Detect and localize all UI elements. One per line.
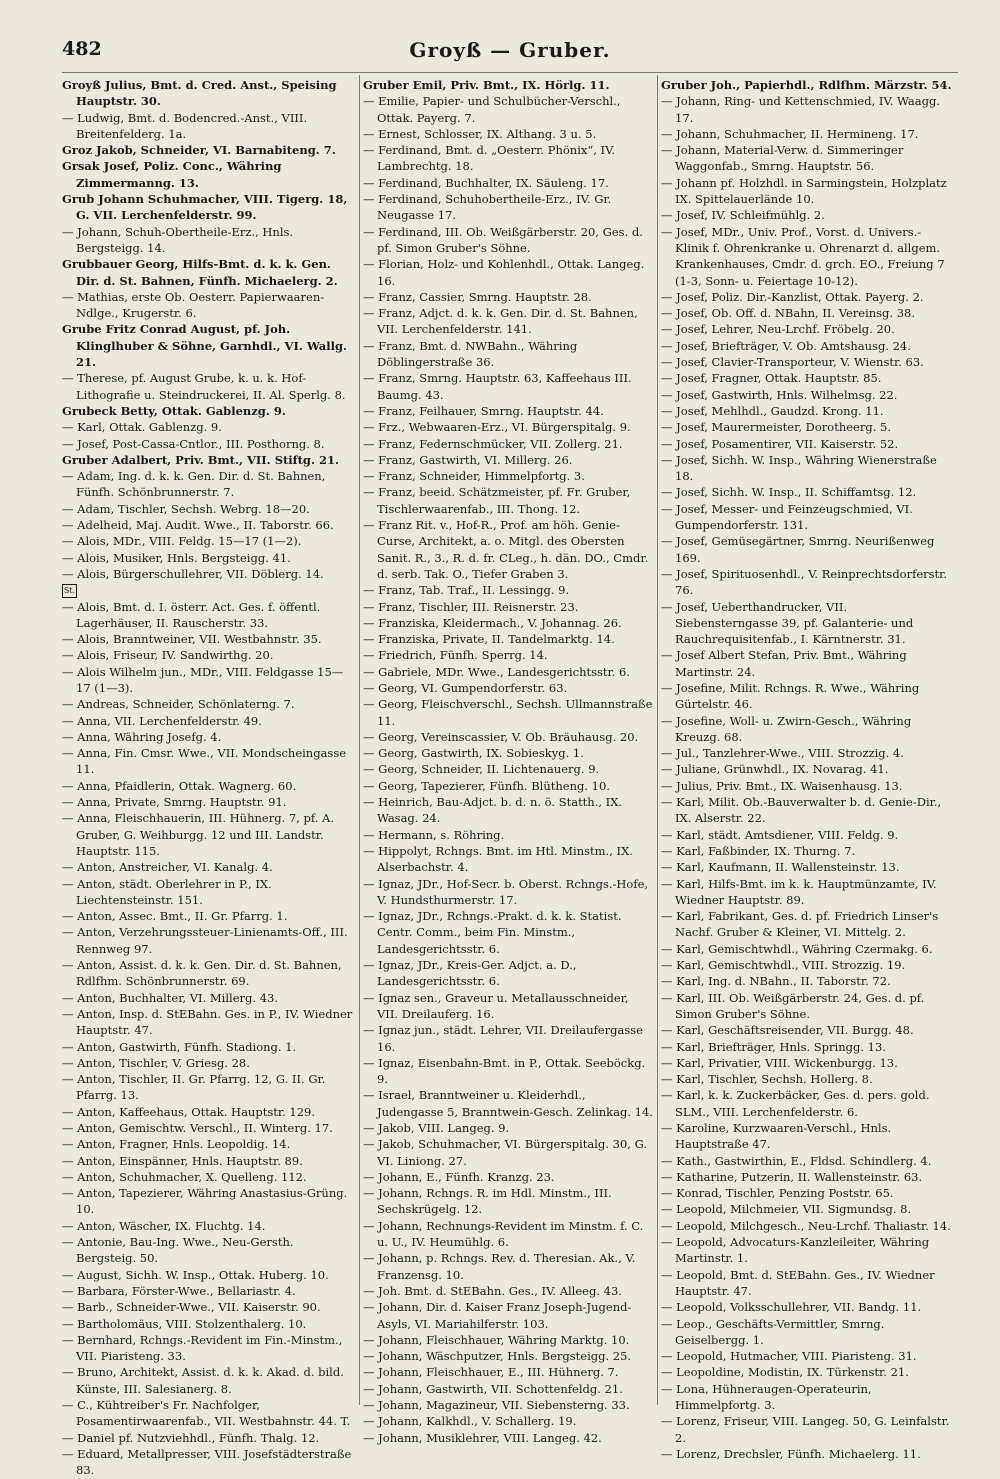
directory-entry — [62, 582, 355, 598]
directory-entry: — Karl, Briefträger, Hnls. Springg. 13. — [661, 1039, 886, 1054]
directory-entry: — Adelheid, Maj. Audit. Wwe., II. Taborstr. 66. — [62, 518, 334, 533]
directory-entry: — Ernest, Schlosser, IX. Althang. 3 u. 5. — [363, 126, 597, 141]
directory-entry: — Leopold, Volksschullehrer, VII. Bandg. 11. — [661, 1300, 922, 1315]
directory-entry: — Alois, Friseur, IV. Sandwirthg. 20. — [62, 648, 274, 663]
directory-entry: — Josef Albert Stefan, Priv. Bmt., Währing Martinstr. 24. — [661, 648, 907, 679]
directory-entry: — Leopold, Hutmacher, VIII. Piaristeng. 31. — [661, 1349, 917, 1364]
directory-entry: — Franz, Adjct. d. k. k. Gen. Dir. d. St. Bahnen, VII. Lerchenfelderstr. 141. — [363, 306, 638, 337]
directory-entry: — Karl, III. Ob. Weißgärberstr. 24, Ges. d. pf. Simon Gruber's Söhne. — [661, 990, 925, 1021]
directory-entry: — Karl, k. k. Zuckerbäcker, Ges. d. pers. gold. SLM., VIII. Lerchenfelderstr. 6. — [661, 1088, 930, 1119]
directory-entry: — Anton, Kaffeehaus, Ottak. Hauptstr. 129. — [62, 1104, 315, 1119]
directory-entry: — Karl, Geschäftsreisender, VII. Burgg. 48. — [661, 1023, 914, 1038]
directory-entry: — Julius, Priv. Bmt., IX. Waisenhausg. 13. — [661, 778, 903, 793]
directory-entry: — Karl, städt. Amtsdiener, VIII. Feldg. 9. — [661, 827, 899, 842]
directory-entry: — Juliane, Grünwhdl., IX. Novarag. 41. — [661, 762, 889, 777]
directory-entry: — Karl, Ing. d. NBahn., II. Taborstr. 72. — [661, 974, 891, 989]
directory-entry: — Georg, Tapezierer, Fünfh. Blütheng. 10. — [363, 778, 610, 793]
directory-entry: — Josef, Posamentirer, VII. Kaiserstr. 52. — [661, 436, 899, 451]
directory-entry: — Anton, Gastwirth, Fünfh. Stadiong. 1. — [62, 1039, 297, 1054]
directory-entry: — Johann, Kalkhdl., V. Schallerg. 19. — [363, 1414, 577, 1429]
directory-entry: — Josef, Maurermeister, Dorotheerg. 5. — [661, 420, 891, 435]
directory-entry: — Josefine, Milit. Rchngs. R. Wwe., Währing Gürtelstr. 46. — [661, 680, 920, 712]
surname-entry: Gruber Joh., Papierhdl., Rdlfhm. Märzstr. 54. — [661, 78, 952, 92]
directory-entry: — Israel, Branntweiner u. Kleiderhdl., Judengasse 5, Branntwein-Gesch. Zelinkag. 14. — [363, 1088, 653, 1119]
directory-entry: — Franz, Tab. Traf., II. Lessingg. 9. — [363, 583, 570, 598]
directory-entry: — Johann, Schuhmacher, II. Hermineng. 17. — [661, 126, 919, 141]
directory-entry: — Anton, Assec. Bmt., II. Gr. Pfarrg. 1. — [62, 909, 288, 924]
directory-entry: — Karl, Gemischtwhdl., Währing Czermakg. 6. — [661, 941, 933, 956]
directory-entry: — Ignaz, JDr., Kreis-Ger. Adjct. a. D., Landesgerichtsstr. 6. — [363, 958, 577, 989]
directory-entry: — Johann, Musiklehrer, VIII. Langeg. 42. — [363, 1430, 602, 1445]
directory-entry: — Franz, Gastwirth, VI. Millerg. 26. — [363, 452, 573, 467]
directory-entry: — Bartholomäus, VIII. Stolzenthalerg. 10. — [62, 1316, 307, 1331]
directory-entry: — Leopold, Milchmeier, VII. Sigmundsg. 8. — [661, 1202, 912, 1217]
directory-entry: — Barbara, Förster-Wwe., Bellariastr. 4. — [62, 1283, 296, 1298]
directory-entry: — Lorenz, Drechsler, Fünfh. Michaelerg. 11. — [661, 1446, 921, 1461]
directory-entry: — Franz, Tischler, III. Reisnerstr. 23. — [363, 599, 579, 614]
directory-entry: — Johann, Rechnungs-Revident im Minstm. f. C. u. U., IV. Heumühlg. 6. — [363, 1218, 644, 1250]
directory-entry: — Johann, p. Rchngs. Rev. d. Theresian. Ak., V. Franzensg. 10. — [363, 1251, 636, 1282]
directory-entry: — Gabriele, MDr. Wwe., Landesgerichtsstr. 6. — [363, 664, 631, 679]
directory-entry: — Ferdinand, III. Ob. Weißgärberstr. 20, Ges. d. pf. Simon Gruber's Söhne. — [363, 224, 643, 255]
directory-entry: — Johann, Dir. d. Kaiser Franz Joseph-Jugend-Asyls, VI. Mariahilferstr. 103. — [363, 1300, 632, 1331]
directory-entry: — Georg, Vereinscassier, V. Ob. Bräuhausg. 20. — [363, 729, 639, 744]
directory-entry: — Anna, Währing Josefg. 4. — [62, 729, 222, 744]
directory-entry: — Jakob, VIII. Langeg. 9. — [363, 1121, 510, 1135]
directory-entry: — Franz Rit. v., Hof-R., Prof. am höh. Genie-Curse, Architekt, a. o. Mitgl. des Obersten Sanit. R., 3., R. d. fr. CLeg., h. dän. DO., Cmdr. d. serb. Tak. O., Tiefer Graben 3. — [363, 518, 649, 581]
directory-entry: — Johann, Fleischhauer, E., III. Hühnerg. 7. — [363, 1365, 619, 1380]
directory-entry: — Alois, Branntweiner, VII. Westbahnstr. 35. — [62, 632, 322, 647]
directory-entry: — Anton, Einspänner, Hnls. Hauptstr. 89. — [62, 1153, 303, 1168]
directory-entry: — Josef, Clavier-Transporteur, V. Wienstr. 63. — [661, 355, 924, 370]
surname-entry: Grube Fritz Conrad August, pf. Joh. Klinglhuber & Söhne, Garnhdl., VI. Wallg. 21. — [62, 322, 347, 370]
column-2 — [360, 75, 658, 1445]
directory-entry: — Franziska, Private, II. Tandelmarktg. 14. — [363, 632, 615, 647]
page-number: 482 — [62, 38, 102, 60]
directory-entry: — Lorenz, Friseur, VIII. Langeg. 50, G. Leinfalstr. 2. — [661, 1414, 950, 1445]
directory-entry: — Johann pf. Holzhdl. in Sarmingstein, Holzplatz IX. Spittelauerlände 10. — [661, 175, 947, 207]
directory-entry: — Hippolyt, Rchngs. Bmt. im Htl. Minstm., IX. Alserbachstr. 4. — [363, 843, 633, 875]
directory-entry: — Anton, Anstreicher, VI. Kanalg. 4. — [62, 860, 273, 875]
directory-entry: — Mathias, erste Ob. Oesterr. Papierwaaren-Ndlge., Krugerstr. 6. — [62, 289, 325, 321]
directory-entry: — Adam, Tischler, Sechsh. Webrg. 18—20. — [62, 501, 310, 516]
directory-entry: — Johann, Magazineur, VII. Siebensterng. 33. — [363, 1398, 630, 1413]
directory-entry: — Andreas, Schneider, Schönlaterng. 7. — [62, 697, 295, 712]
surname-entry: Groz Jakob, Schneider, VI. Barnabiteng. 7. — [62, 143, 336, 158]
directory-entry: — Karl, Faßbinder, IX. Thurng. 7. — [661, 843, 856, 858]
directory-entry: — Johann, Ring- und Kettenschmied, IV. Waagg. 17. — [661, 94, 940, 125]
boxed-mark: St. — [62, 584, 77, 598]
directory-entry: — Josef, Sichh. W. Insp., II. Schiffamtsg. 12. — [661, 485, 917, 500]
directory-entry: — Anton, Tischler, V. Griesg. 28. — [62, 1055, 250, 1070]
directory-entry: — Franz, Cassier, Smrng. Hauptstr. 28. — [363, 289, 592, 304]
surname-entry: Grubeck Betty, Ottak. Gablenzg. 9. — [62, 403, 286, 418]
directory-entry: — Ignaz, Eisenbahn-Bmt. in P., Ottak. Seeböckg. 9. — [363, 1055, 646, 1087]
directory-entry: — Josef, IV. Schleifmühlg. 2. — [661, 208, 825, 223]
running-head: Groyß — Gruber. — [409, 38, 611, 62]
directory-entry: — Josef, Messer- und Feinzeugschmied, VI. Gumpendorferstr. 131. — [661, 501, 913, 533]
directory-columns — [62, 75, 958, 1478]
directory-entry: — Anton, Wäscher, IX. Fluchtg. 14. — [62, 1218, 266, 1233]
directory-entry: — Daniel pf. Nutzviehhdl., Fünfh. Thalg. 12. — [62, 1430, 320, 1445]
directory-entry: — Josef, MDr., Univ. Prof., Vorst. d. Univers.-Klinik f. Ohrenkranke u. Ohrenarzt d. allgem. Krankenhauses, Cmdr. d. grch. EO., Freiung 7 (1-3, Sonn- u. Feiertage 10-12). — [661, 224, 945, 288]
directory-entry: — Karoline, Kurzwaaren-Verschl., Hnls. Hauptstraße 47. — [661, 1121, 892, 1152]
directory-entry: — Johann, Material-Verw. d. Simmeringer Waggonfab., Smrng. Hauptstr. 56. — [661, 143, 904, 174]
directory-entry: — Ignaz, JDr., Rchngs.-Prakt. d. k. k. Statist. Centr. Comm., beim Fin. Minstm., Landesgerichtsstr. 6. — [363, 909, 622, 956]
directory-entry: — Karl, Fabrikant, Ges. d. pf. Friedrich Linser's Nachf. Gruber & Kleiner, VI. Mittelg. 2. — [661, 909, 939, 940]
directory-entry: — Georg, Gastwirth, IX. Sobieskyg. 1. — [363, 746, 584, 761]
directory-entry: — Franz, beeid. Schätzmeister, pf. Fr. Gruber, Tischlerwaarenfab., III. Thong. 12. — [363, 485, 631, 516]
directory-entry: — Josef, Poliz. Dir.-Kanzlist, Ottak. Payerg. 2. — [661, 289, 924, 304]
directory-entry: — Anna, Private, Smrng. Hauptstr. 91. — [62, 795, 287, 810]
directory-entry: — Johann, Schuh-Obertheile-Erz., Hnls. Bergsteigg. 14. — [62, 224, 294, 255]
directory-entry: — Alois Wilhelm jun., MDr., VIII. Feldgasse 15—17 (1—3). — [62, 664, 344, 695]
surname-entry: Grubbauer Georg, Hilfs-Bmt. d. k. k. Gen. Dir. d. St. Bahnen, Fünfh. Michaelerg. 2. — [62, 257, 338, 288]
directory-entry: — Anna, VII. Lerchenfelderstr. 49. — [62, 713, 262, 728]
directory-entry: — Adam, Ing. d. k. k. Gen. Dir. d. St. Bahnen, Fünfh. Schönbrunnerstr. 7. — [62, 469, 326, 500]
directory-entry: — Alois, Bürgerschullehrer, VII. Döblerg. 14. — [62, 566, 324, 581]
directory-entry: — Ignaz, JDr., Hof-Secr. b. Oberst. Rchngs.-Hofe, V. Hundsthurmerstr. 17. — [363, 876, 649, 907]
directory-entry: — August, Sichh. W. Insp., Ottak. Huberg. 10. — [62, 1267, 329, 1282]
directory-entry: — Karl, Privatier, VIII. Wickenburgg. 13. — [661, 1055, 898, 1070]
surname-entry: Grub Johann Schuhmacher, VIII. Tigerg. 18, G. VII. Lerchenfelderstr. 99. — [62, 192, 348, 223]
directory-entry: — Josef, Briefträger, V. Ob. Amtshausg. 24. — [661, 338, 911, 353]
directory-entry: — Anna, Pfaidlerin, Ottak. Wagnerg. 60. — [62, 778, 297, 793]
directory-entry: — Bruno, Architekt, Assist. d. k. k. Akad. d. bild. Künste, III. Salesianerg. 8. — [62, 1365, 344, 1396]
directory-entry: — Franz, Smrng. Hauptstr. 63, Kaffeehaus III. Baumg. 43. — [363, 371, 632, 402]
directory-entry: — Anna, Fin. Cmsr. Wwe., VII. Mondscheingasse 11. — [62, 746, 347, 777]
directory-entry: — Bernhard, Rchngs.-Revident im Fin.-Minstm., VII. Piaristeng. 33. — [62, 1332, 343, 1364]
directory-entry: — Barb., Schneider-Wwe., VII. Kaiserstr. 90. — [62, 1300, 321, 1315]
directory-entry: — Josef, Ob. Off. d. NBahn, II. Vereinsg. 38. — [661, 306, 916, 321]
directory-entry: — Alois, Musiker, Hnls. Bergsteigg. 41. — [62, 550, 291, 565]
directory-entry: — Alois, Bmt. d. I. österr. Act. Ges. f. öffentl. Lagerhäuser, II. Rauscherstr. 33. — [62, 599, 321, 630]
directory-entry: — Jul., Tanzlehrer-Wwe., VIII. Strozzig. 4. — [661, 746, 904, 761]
directory-entry: — Franz, Bmt. d. NWBahn., Währing Döblingerstraße 36. — [363, 338, 578, 370]
directory-entry: — Hermann, s. Röhring. — [363, 827, 505, 842]
directory-entry: — Ignaz sen., Graveur u. Metallausschneider, VII. Dreilauferg. 16. — [363, 990, 629, 1021]
directory-entry: — Johann, Fleischhauer, Währing Marktg. 10. — [363, 1332, 630, 1347]
directory-entry: — Anton, Tapezierer, Währing Anastasius-Grüng. 10. — [62, 1186, 348, 1217]
directory-entry: — Johann, Gastwirth, VII. Schottenfeldg. 21. — [363, 1381, 623, 1396]
surname-entry: Gruber Emil, Priv. Bmt., IX. Hörlg. 11. — [363, 78, 610, 92]
directory-entry: — C., Kühtreiber's Fr. Nachfolger, Posamentirwaarenfab., VII. Westbahnstr. 44. T. — [62, 1398, 351, 1429]
directory-entry: — Anton, Buchhalter, VI. Millerg. 43. — [62, 990, 278, 1005]
directory-entry: — Lona, Hühneraugen-Operateurin, Himmelpfortg. 3. — [661, 1381, 872, 1413]
directory-entry: — Eduard, Metallpresser, VIII. Josefstädterstraße 83. — [62, 1446, 352, 1478]
directory-entry: — Alois, MDr., VIII. Feldg. 15—17 (1—2). — [62, 534, 302, 549]
directory-entry: — Leopold, Advocaturs-Kanzleileiter, Währing Martinstr. 1. — [661, 1235, 930, 1266]
directory-entry: — Anton, städt. Oberlehrer in P., IX. Liechtensteinstr. 151. — [62, 876, 272, 907]
directory-entry: — Ludwig, Bmt. d. Bodencred.-Anst., VIII. Breitenfelderg. 1a. — [62, 110, 308, 141]
directory-entry: — Leopold, Milchgesch., Neu-Lrchf. Thaliastr. 14. — [661, 1218, 951, 1233]
directory-entry: — Emilie, Papier- und Schulbücher-Verschl., Ottak. Payerg. 7. — [363, 94, 621, 125]
directory-entry: — Josef, Spirituosenhdl., V. Reinprechtsdorferstr. 76. — [661, 566, 948, 598]
directory-entry: — Anton, Insp. d. StEBahn. Ges. in P., IV. Wiedner Hauptstr. 47. — [62, 1006, 353, 1038]
directory-entry: — Karl, Tischler, Sechsh. Hollerg. 8. — [661, 1072, 873, 1087]
directory-entry: — Katharine, Putzerin, II. Wallensteinstr. 63. — [661, 1169, 923, 1184]
directory-entry: — Georg, VI. Gumpendorferstr. 63. — [363, 680, 568, 695]
directory-entry: — Josefine, Woll- u. Zwirn-Gesch., Währing Kreuzg. 68. — [661, 713, 912, 744]
directory-entry: — Franz, Federnschmücker, VII. Zollerg. 21. — [363, 436, 623, 451]
directory-entry: — Johann, Rchngs. R. im Hdl. Minstm., III. Sechskrügelg. 12. — [363, 1186, 612, 1217]
surname-entry: Grsak Josef, Poliz. Conc., Währing Zimmermanng. 13. — [62, 159, 282, 190]
directory-entry: — Anton, Fragner, Hnls. Leopoldig. 14. — [62, 1137, 291, 1152]
directory-entry: — Ferdinand, Bmt. d. „Oesterr. Phönix“, IV. Lambrechtg. 18. — [363, 143, 616, 174]
directory-entry: — Johann, Wäschputzer, Hnls. Bergsteigg. 25. — [363, 1349, 632, 1364]
directory-entry: — Frz., Webwaaren-Erz., VI. Bürgerspitalg. 9. — [363, 420, 631, 435]
directory-entry: — Karl, Hilfs-Bmt. im k. k. Hauptmünzamte, IV. Wiedner Hauptstr. 89. — [661, 876, 937, 907]
directory-entry: — Anton, Schuhmacher, X. Quelleng. 112. — [62, 1169, 307, 1184]
directory-entry: — Josef, Post-Cassa-Cntlor., III. Posthorng. 8. — [62, 436, 325, 451]
directory-entry: — Josef, Fragner, Ottak. Hauptstr. 85. — [661, 371, 882, 386]
surname-entry: Groyß Julius, Bmt. d. Cred. Anst., Speising Hauptstr. 30. — [62, 78, 337, 109]
directory-entry: — Florian, Holz- und Kohlenhdl., Ottak. Langeg. 16. — [363, 257, 645, 288]
page-header — [62, 38, 958, 73]
directory-entry: — Anna, Fleischhauerin, III. Hühnerg. 7, pf. A. Gruber, G. Weihburgg. 12 und III. Landstr. Hauptstr. 115. — [62, 811, 334, 858]
directory-entry: — Franz, Feilhauer, Smrng. Hauptstr. 44. — [363, 403, 604, 418]
directory-entry: — Antonie, Bau-Ing. Wwe., Neu-Gersth. Bergsteig. 50. — [62, 1235, 294, 1266]
directory-entry: — Karl, Milit. Ob.-Bauverwalter b. d. Genie-Dir., IX. Alserstr. 22. — [661, 795, 942, 826]
directory-entry: — Georg, Fleischverschl., Sechsh. Ullmannstraße 11. — [363, 697, 653, 728]
directory-entry: — Johann, E., Fünfh. Kranzg. 23. — [363, 1169, 555, 1184]
directory-entry: — Josef, Sichh. W. Insp., Währing Wienerstraße 18. — [661, 452, 937, 484]
directory-entry: — Anton, Gemischtw. Verschl., II. Winterg. 17. — [62, 1121, 333, 1135]
directory-entry: — Leopoldine, Modistin, IX. Türkenstr. 21. — [661, 1365, 909, 1380]
directory-entry: — Kath., Gastwirthin, E., Fldsd. Schindlerg. 4. — [661, 1153, 932, 1168]
column-1 — [62, 75, 360, 1478]
directory-entry: — Karl, Ottak. Gablenzg. 9. — [62, 420, 222, 435]
directory-entry: — Ferdinand, Schuhobertheile-Erz., IV. Gr. Neugasse 17. — [363, 192, 612, 223]
directory-entry: — Friedrich, Fünfh. Sperrg. 14. — [363, 648, 548, 663]
directory-entry: — Josef, Gastwirth, Hnls. Wilhelmsg. 22. — [661, 387, 898, 402]
directory-entry: — Josef, Ueberthandrucker, VII. Siebensterngasse 39, pf. Galanterie- und Rauchrequisitenfab., I. Kärntnerstr. 31. — [661, 599, 914, 647]
directory-entry: — Josef, Mehlhdl., Gaudzd. Krong. 11. — [661, 403, 884, 418]
directory-entry: — Leop., Geschäfts-Vermittler, Smrng. Geiselbergg. 1. — [661, 1316, 885, 1347]
directory-entry: — Therese, pf. August Grube, k. u. k. Hof-Lithografie u. Steindruckerei, II. Al. Sperlg. 8. — [62, 371, 346, 402]
directory-entry: — Anton, Assist. d. k. k. Gen. Dir. d. St. Bahnen, Rdlfhm. Schönbrunnerstr. 69. — [62, 958, 342, 989]
directory-entry: — Heinrich, Bau-Adjct. b. d. n. ö. Statth., IX. Wasag. 24. — [363, 795, 623, 826]
directory-entry: — Franziska, Kleidermach., V. Johannag. 26. — [363, 615, 622, 630]
directory-entry: — Konrad, Tischler, Penzing Poststr. 65. — [661, 1186, 894, 1201]
directory-entry: — Karl, Kaufmann, II. Wallensteinstr. 13. — [661, 860, 900, 875]
directory-entry: — Jakob, Schuhmacher, VI. Bürgerspitalg. 30, G. VI. Liniong. 27. — [363, 1137, 648, 1168]
directory-entry: — Franz, Schneider, Himmelpfortg. 3. — [363, 469, 585, 484]
directory-entry: — Joh. Bmt. d. StEBahn. Ges., IV. Alleeg. 43. — [363, 1283, 622, 1298]
column-3 — [658, 75, 956, 1461]
directory-entry: — Josef, Gemüsegärtner, Smrng. Neurißenweg 169. — [661, 534, 935, 565]
directory-entry: — Georg, Schneider, II. Lichtenauerg. 9. — [363, 762, 600, 777]
directory-entry: — Ferdinand, Buchhalter, IX. Säuleng. 17. — [363, 175, 609, 190]
directory-entry: — Ignaz jun., städt. Lehrer, VII. Dreilaufergasse 16. — [363, 1023, 643, 1054]
directory-entry: — Josef, Lehrer, Neu-Lrchf. Fröbelg. 20. — [661, 322, 895, 337]
directory-entry: — Anton, Tischler, II. Gr. Pfarrg. 12, G. II. Gr. Pfarrg. 13. — [62, 1072, 326, 1103]
surname-entry: Gruber Adalbert, Priv. Bmt., VII. Stiftg. 21. — [62, 452, 339, 467]
directory-entry: — Karl, Gemischtwhdl., VIII. Strozzig. 19. — [661, 958, 906, 973]
directory-entry: — Anton, Verzehrungssteuer-Linienamts-Off., III. Rennweg 97. — [62, 925, 348, 956]
directory-entry: — Leopold, Bmt. d. StEBahn. Ges., IV. Wiedner Hauptstr. 47. — [661, 1267, 935, 1298]
